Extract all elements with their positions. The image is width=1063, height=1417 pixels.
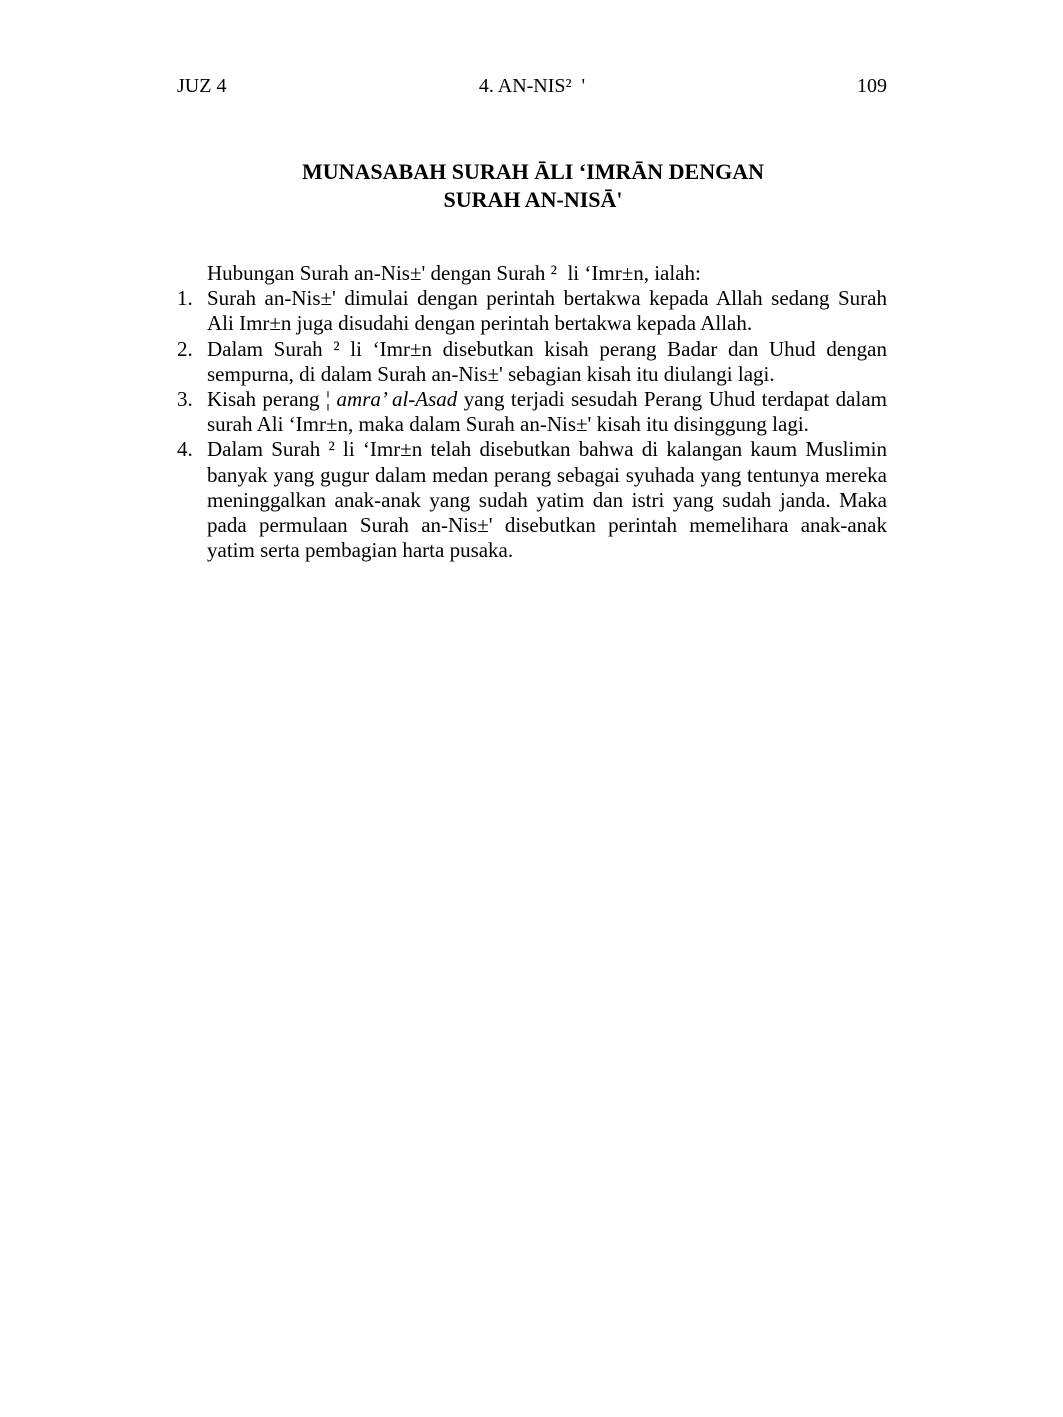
running-header [177,72,887,100]
list-item-number: 2. [177,336,193,361]
section-title-line-2: SURAH AN-NISĀ' [443,187,623,212]
list-item-number: 4. [177,437,193,462]
list-item-text-after: yang terjadi sesudah Perang Uhud terdapat dalam surah Ali ‘Imr±n, maka dalam Surah an-Nis±' kisah itu disinggung lagi. [207,387,887,437]
battle-name-italic: amra’ al-Asad [336,387,458,412]
list-item-number: 3. [177,387,193,412]
list-item-text: Surah an-Nis±' dimulai dengan perintah bertakwa kepada Allah sedang Surah Ali Imr±n juga disudahi dengan perintah bertakwa kepada Allah. [207,286,887,336]
header-page-number: 109 [857,75,887,97]
header-surah-label: 4. AN-NIS² ' [478,75,586,97]
list-item [177,286,887,336]
header-juz-label: JUZ 4 [177,75,227,97]
list-item-text [207,387,887,437]
list-item [177,387,887,437]
list-item-number: 1. [177,286,193,311]
section-title [177,158,887,214]
intro-sentence: Hubungan Surah an-Nis±' dengan Surah ² li ‘Imr±n, ialah: [207,261,701,285]
section-title-line-1: MUNASABAH SURAH ĀLI ‘IMRĀN DENGAN [301,159,764,184]
list-item-text-before: Kisah perang ¦ [207,387,337,412]
body-text [177,261,887,563]
points-list [177,286,887,563]
list-item-text: Dalam Surah ² li ‘Imr±n disebutkan kisah perang Badar dan Uhud dengan sempurna, di dalam Surah an-Nis±' sebagian kisah itu diulangi lagi. [207,336,887,386]
list-item [177,337,887,387]
list-item-text: Dalam Surah ² li ‘Imr±n telah disebutkan bahwa di kalangan kaum Muslimin banyak yang gugur dalam medan perang sebagai syuhada yang tentunya mereka meninggalkan anak-anak yang sudah yatim dan istri yang sudah janda. Maka pada permulaan Surah an-Nis±' disebutkan perintah memelihara anak-anak yatim serta pembagian harta pusaka. [207,437,887,563]
list-item [177,437,887,563]
